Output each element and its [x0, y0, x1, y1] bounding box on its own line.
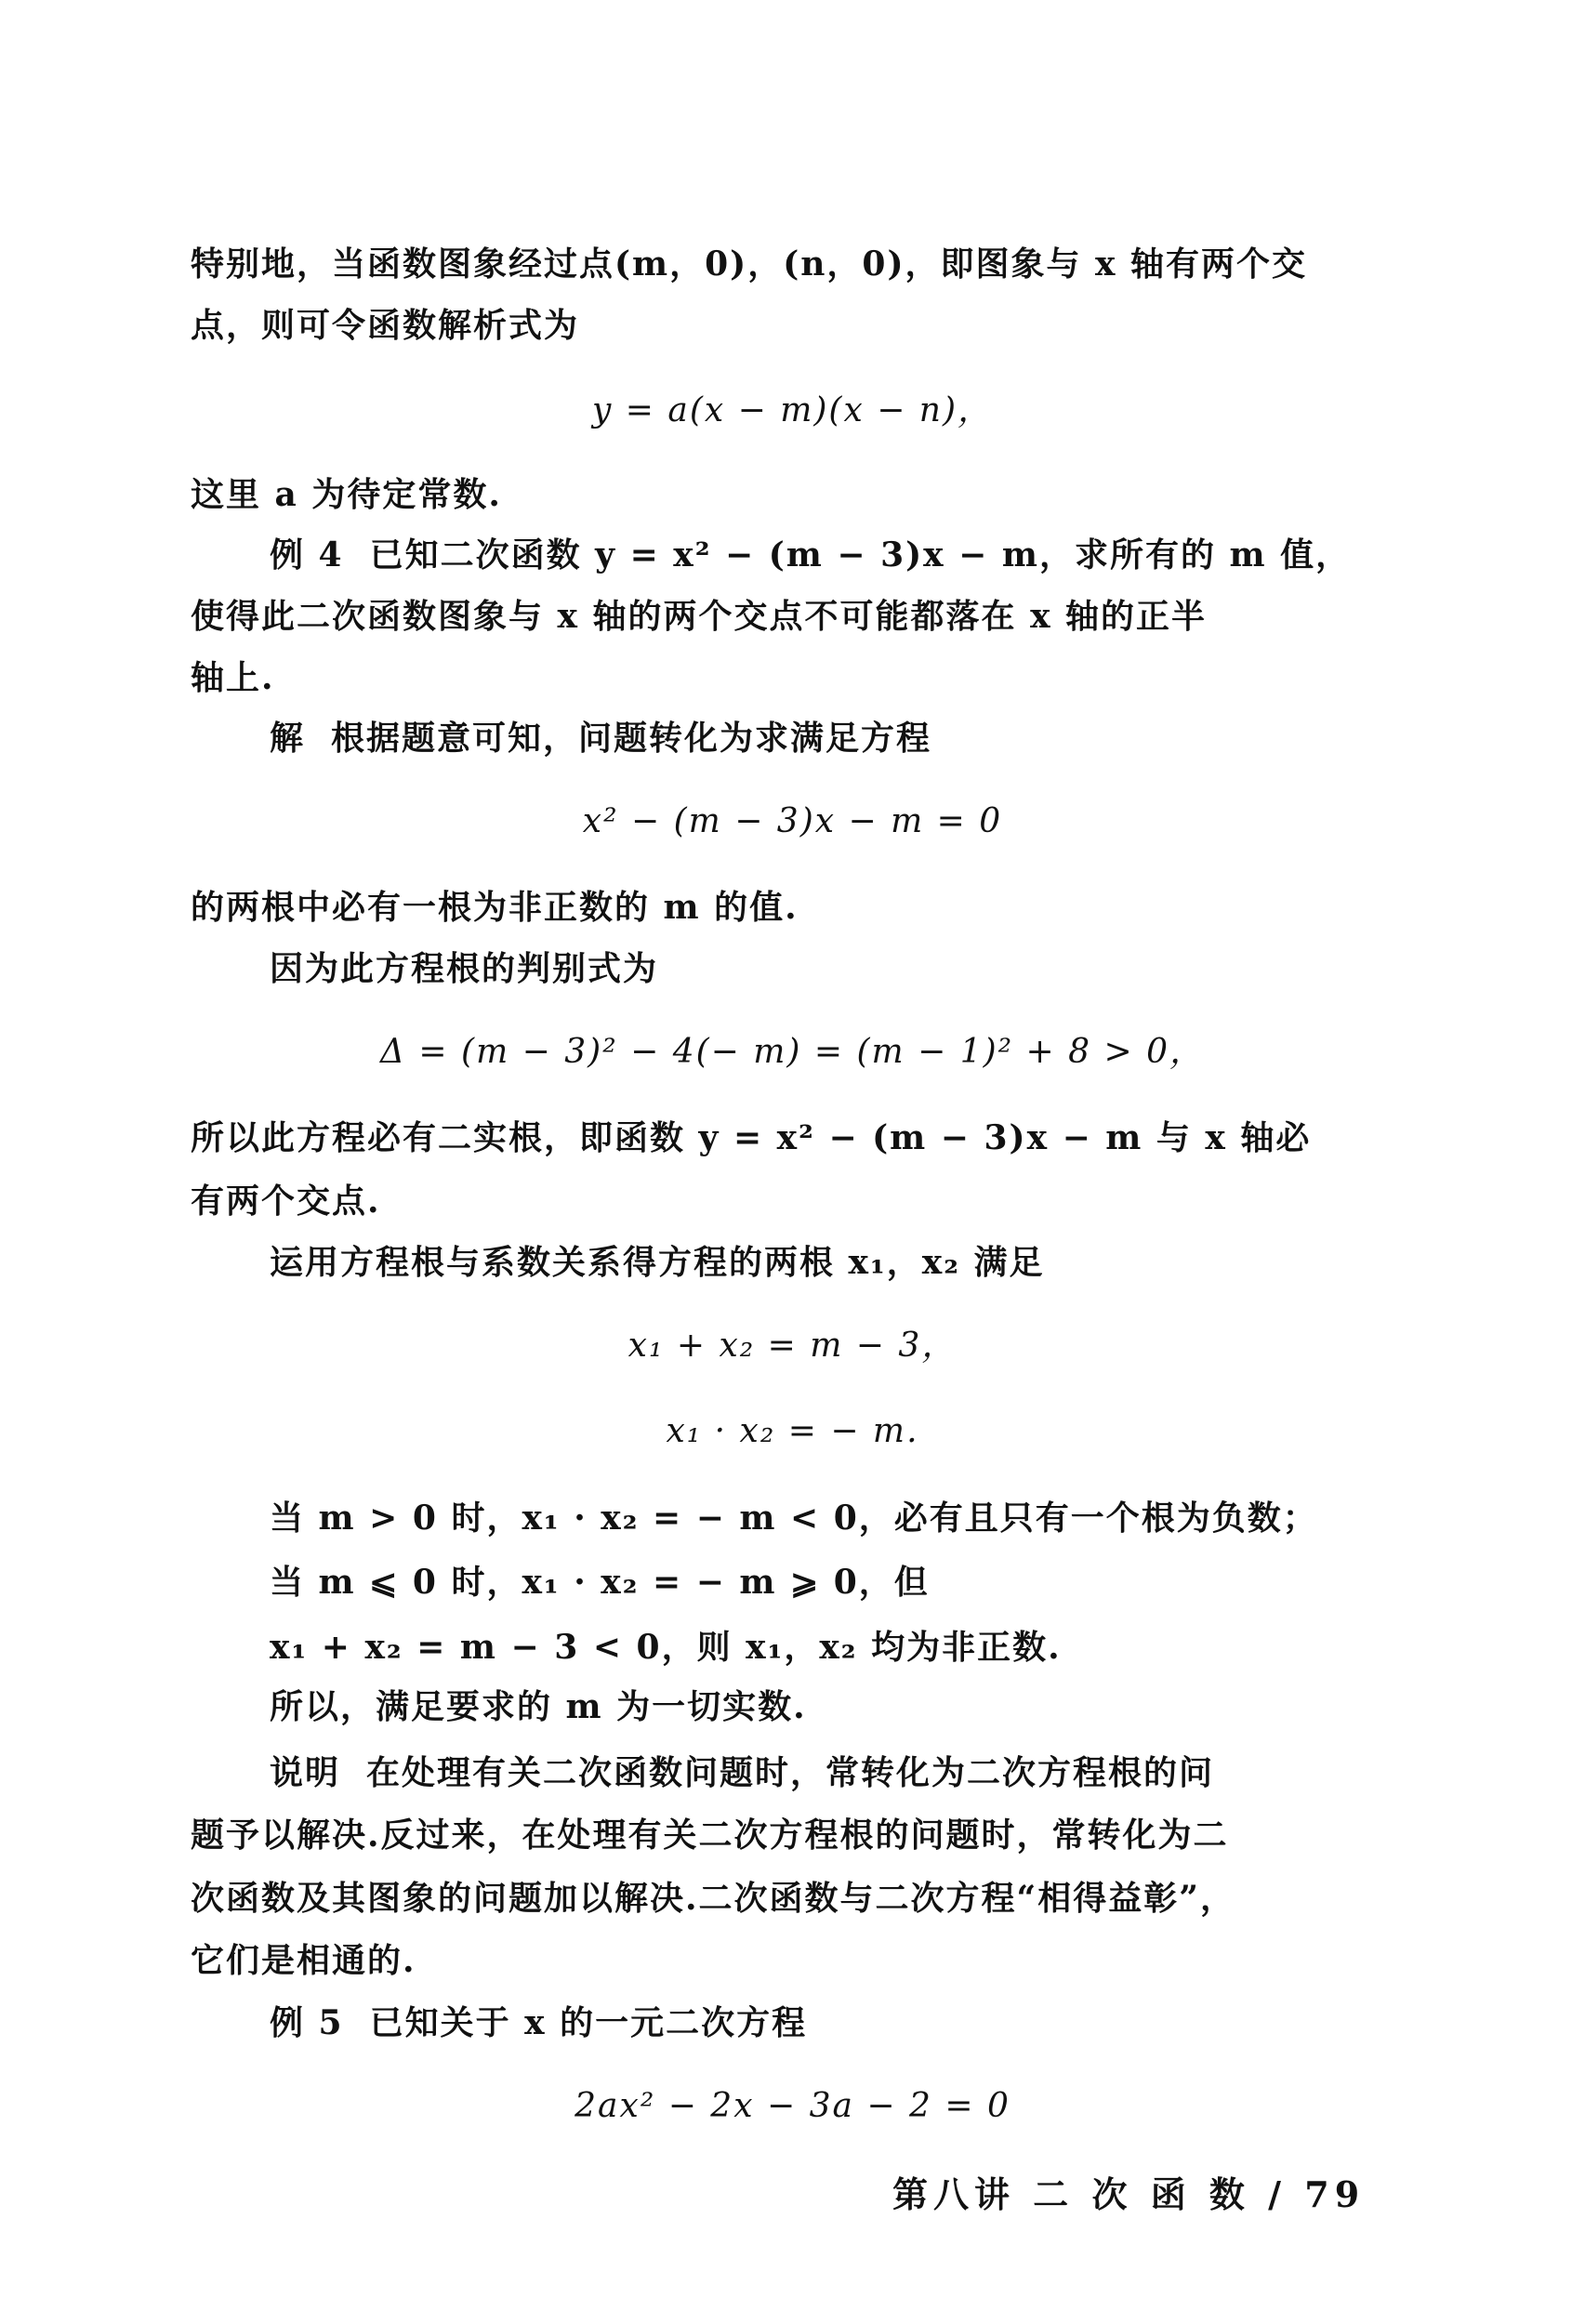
text-line: 运用方程根与系数关系得方程的两根 x₁，x₂ 满足 [270, 1243, 1045, 1282]
text: 在处理有关二次函数问题时，常转化为二次方程根的问 [366, 1753, 1215, 1792]
text-line: 轴上. [191, 658, 275, 697]
text-line: 特别地，当函数图象经过点(m，0)，(n，0)，即图象与 x 轴有两个交 [191, 244, 1308, 284]
example-4-label: 例 4 [270, 535, 344, 574]
formula: x₁ + x₂ = m − 3， [627, 1327, 958, 1365]
text-line: 因为此方程根的判别式为 [270, 949, 659, 988]
text-line: 所以，满足要求的 m 为一切实数. [270, 1687, 807, 1726]
text-line: 当 m ⩽ 0 时，x₁ · x₂ = − m ⩾ 0，但 [270, 1563, 930, 1602]
solution-label: 解 [270, 719, 306, 758]
text-line: 点，则可令函数解析式为 [191, 306, 580, 345]
formula: x² − (m − 3)x − m = 0 [582, 802, 1003, 840]
text-line: x₁ + x₂ = m − 3 < 0，则 x₁，x₂ 均为非正数. [270, 1628, 1062, 1667]
example-5-line [270, 2002, 807, 2043]
note-label: 说明 [270, 1753, 341, 1792]
text-line: 所以此方程必有二实根，即函数 y = x² − (m − 3)x − m 与 x 轴必 [191, 1118, 1312, 1157]
page-footer: 第八讲 二 次 函 数 / 79 [892, 2173, 1366, 2215]
formula: Δ = (m − 3)² − 4(− m) = (m − 1)² + 8 > 0， [379, 1033, 1206, 1071]
text: 已知关于 x 的一元二次方程 [369, 2003, 808, 2042]
text-line: 次函数及其图象的问题加以解决.二次函数与二次方程“相得益彰”， [191, 1879, 1235, 1918]
text-line: 的两根中必有一根为非正数的 m 的值. [191, 888, 799, 927]
note-line [270, 1752, 1214, 1793]
example-5-label: 例 5 [270, 2003, 344, 2042]
text-line: 这里 a 为待定常数. [191, 475, 502, 514]
text-line: 使得此二次函数图象与 x 轴的两个交点不可能都落在 x 轴的正半 [191, 597, 1208, 636]
text: 已知二次函数 y = x² − (m − 3)x − m，求所有的 m 值， [369, 535, 1352, 574]
solution-line [270, 718, 931, 759]
text: 根据题意可知，问题转化为求满足方程 [331, 719, 932, 758]
formula: x₁ · x₂ = − m. [666, 1412, 919, 1450]
text-line: 有两个交点. [191, 1182, 381, 1221]
example-4-line [270, 535, 1351, 575]
formula: y = a(x − m)(x − n)， [591, 391, 994, 429]
text-line: 当 m > 0 时，x₁ · x₂ = − m < 0，必有且只有一个根为负数； [270, 1499, 1318, 1538]
text-line: 它们是相通的. [191, 1941, 416, 1980]
formula: 2ax² − 2x − 3a − 2 = 0 [575, 2087, 1010, 2125]
text-line: 题予以解决.反过来，在处理有关二次方程根的问题时，常转化为二 [191, 1816, 1229, 1855]
